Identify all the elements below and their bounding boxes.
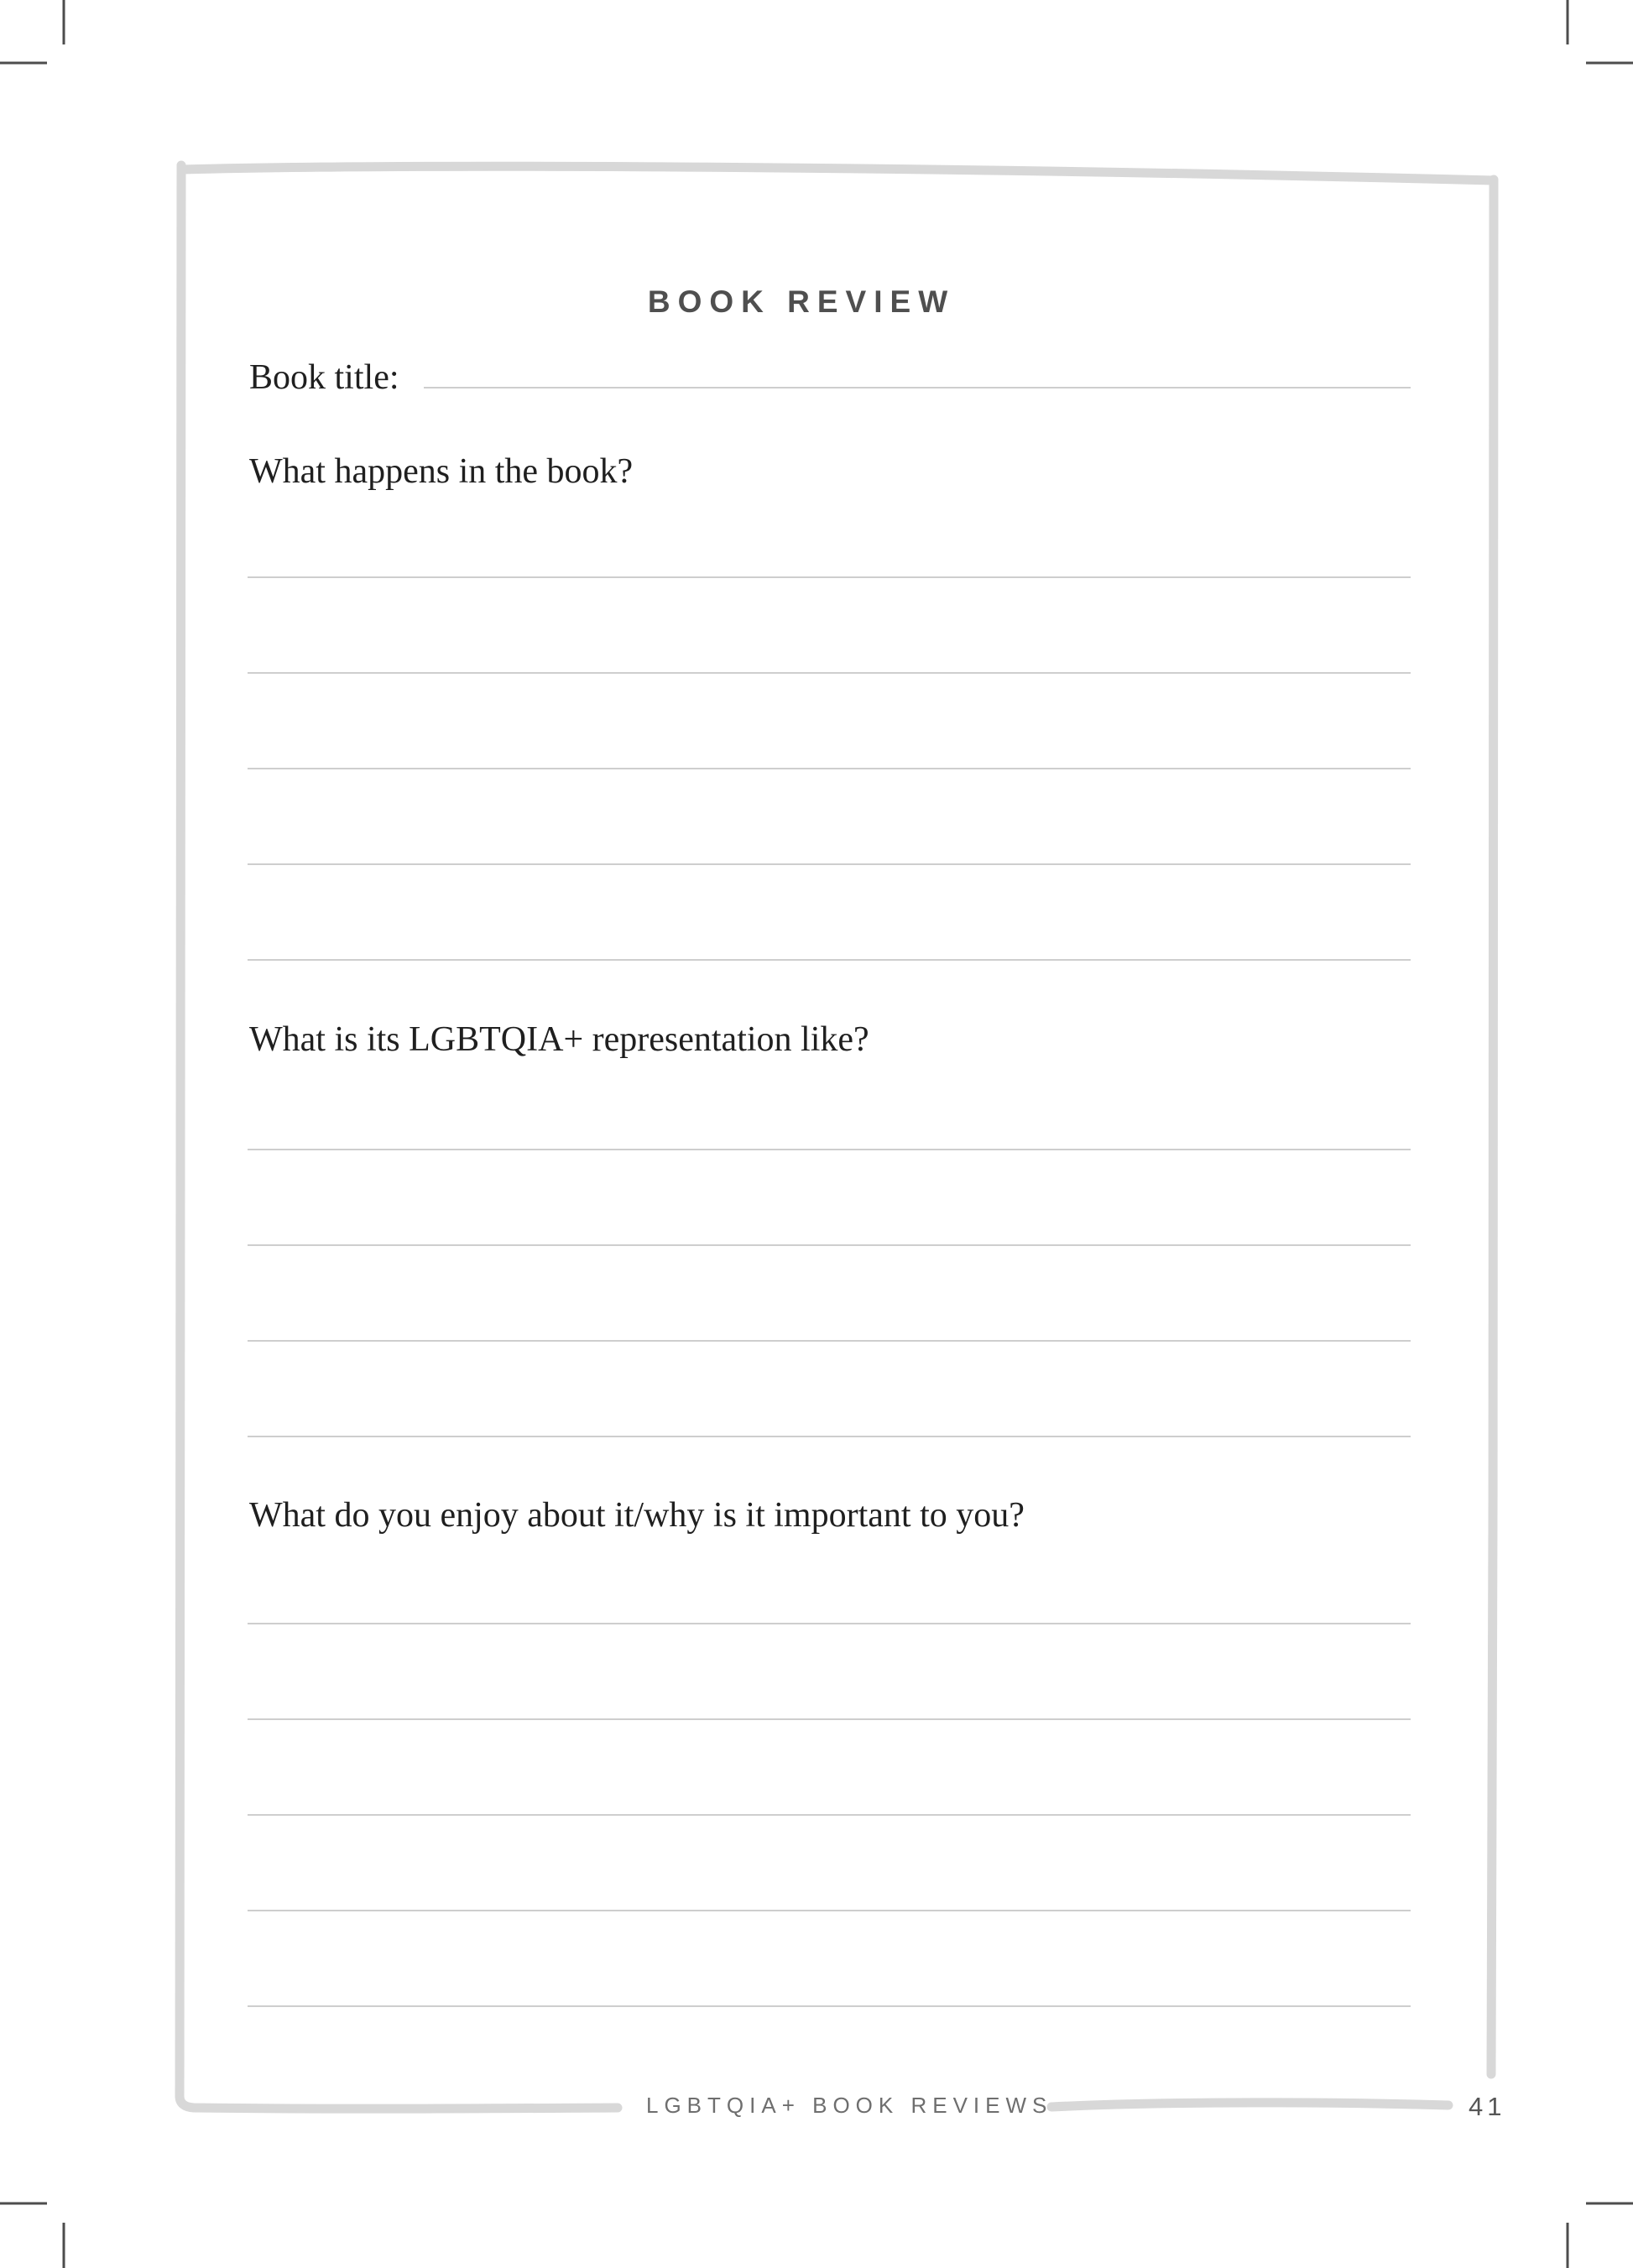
writing-line bbox=[248, 1814, 1411, 1816]
writing-line bbox=[248, 1436, 1411, 1437]
frame-top-edge bbox=[183, 166, 1493, 180]
writing-line bbox=[248, 1910, 1411, 1911]
question-2-writing-lines bbox=[248, 1149, 1411, 1437]
writing-line bbox=[248, 1623, 1411, 1624]
writing-line bbox=[248, 959, 1411, 961]
writing-line bbox=[248, 672, 1411, 674]
footer-section-title: LGBTQIA+ BOOK REVIEWS bbox=[646, 2093, 1053, 2118]
question-3-label: What do you enjoy about it/why is it important to you? bbox=[249, 1496, 1025, 1535]
question-3-writing-lines bbox=[248, 1623, 1411, 2007]
writing-line bbox=[248, 863, 1411, 865]
page-title: BOOK REVIEW bbox=[647, 284, 956, 319]
question-1-label: What happens in the book? bbox=[249, 452, 634, 491]
writing-line bbox=[248, 2005, 1411, 2007]
writing-line bbox=[248, 576, 1411, 578]
writing-line bbox=[248, 1340, 1411, 1342]
book-title-writing-line bbox=[424, 387, 1411, 388]
writing-line bbox=[248, 768, 1411, 769]
writing-line bbox=[248, 1718, 1411, 1720]
page-number: 41 bbox=[1469, 2092, 1506, 2121]
writing-line bbox=[248, 1149, 1411, 1150]
question-2-label: What is its LGBTQIA+ representation like? bbox=[249, 1020, 869, 1059]
frame-right-edge bbox=[1491, 180, 1494, 2074]
footer-divider-bar bbox=[1051, 2103, 1448, 2107]
writing-line bbox=[248, 1244, 1411, 1246]
book-title-label: Book title: bbox=[249, 358, 399, 397]
question-1-writing-lines bbox=[248, 576, 1411, 961]
